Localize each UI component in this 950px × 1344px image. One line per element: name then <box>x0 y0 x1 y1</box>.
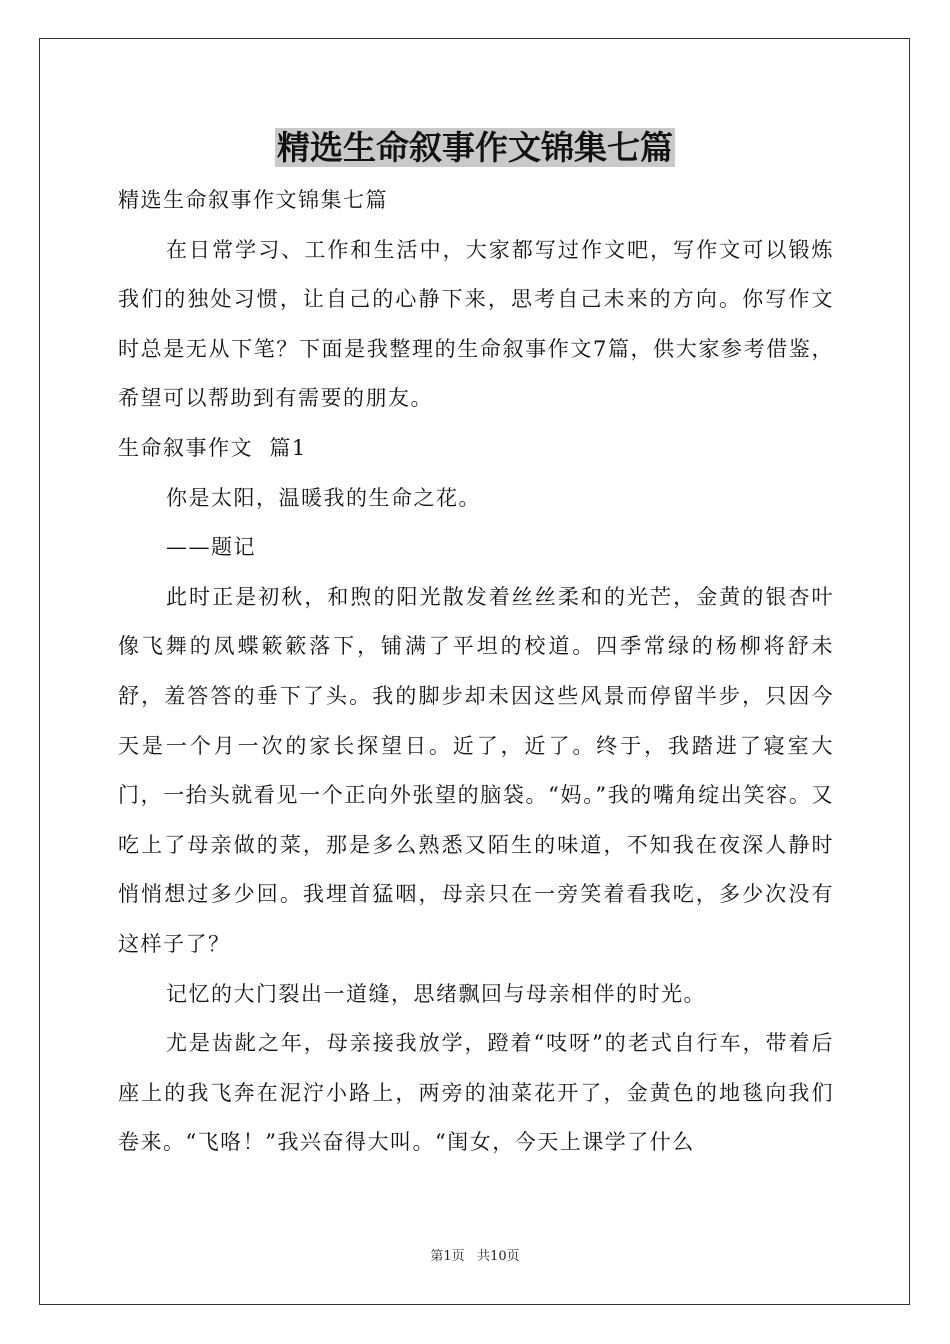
document-title-text: 精选生命叙事作文锦集七篇 <box>277 128 673 167</box>
paragraph: 尤是齿龀之年，母亲接我放学，蹬着“吱呀”的老式自行车，带着后座上的我飞奔在泥泞小路上，两旁的油菜花开了，金黄色的地毯向我们卷来。“飞咯！”我兴奋得大叫。“闺女，今天上课学了什么 <box>118 1031 834 1155</box>
paragraph: 你是太阳，温暖我的生命之花。 <box>166 485 481 510</box>
intro-paragraph: 在日常学习、工作和生活中，大家都写过作文吧，写作文可以锻炼我们的独处习惯，让自己的心静下来，思考自己未来的方向。你写作文时总是无从下笔？下面是我整理的生命叙事作文7篇，供大家参考借鉴，希望可以帮助到有需要的朋友。 <box>118 237 834 411</box>
document-title <box>0 124 950 172</box>
page-total: 共10页 <box>477 1249 520 1264</box>
document-subtitle: 精选生命叙事作文锦集七篇 <box>118 188 388 212</box>
document-body <box>118 176 834 1168</box>
paragraph: ——题记 <box>166 535 256 560</box>
page-footer <box>0 1248 950 1266</box>
paragraph: 此时正是初秋，和煦的阳光散发着丝丝柔和的光芒，金黄的银杏叶像飞舞的凤蝶簌簌落下，铺满了平坦的校道。四季常绿的杨柳将舒未舒，羞答答的垂下了头。我的脚步却未因这些风景而停留半步，只因今天是一个月一次的家长探望日。近了，近了。终于，我踏进了寝室大门，一抬头就看见一个正向外张望的脑袋。“妈。”我的嘴角绽出笑容。又吃上了母亲做的菜，那是多么熟悉又陌生的味道，不知我在夜深人静时悄悄想过多少回。我埋首猛咽，母亲只在一旁笑着看我吃，多少次没有这样子了？ <box>118 584 834 956</box>
section-heading: 生命叙事作文 篇1 <box>118 435 307 460</box>
page-number: 第1页 <box>430 1249 465 1264</box>
paragraph: 记忆的大门裂出一道缝，思绪飘回与母亲相伴的时光。 <box>166 981 706 1006</box>
